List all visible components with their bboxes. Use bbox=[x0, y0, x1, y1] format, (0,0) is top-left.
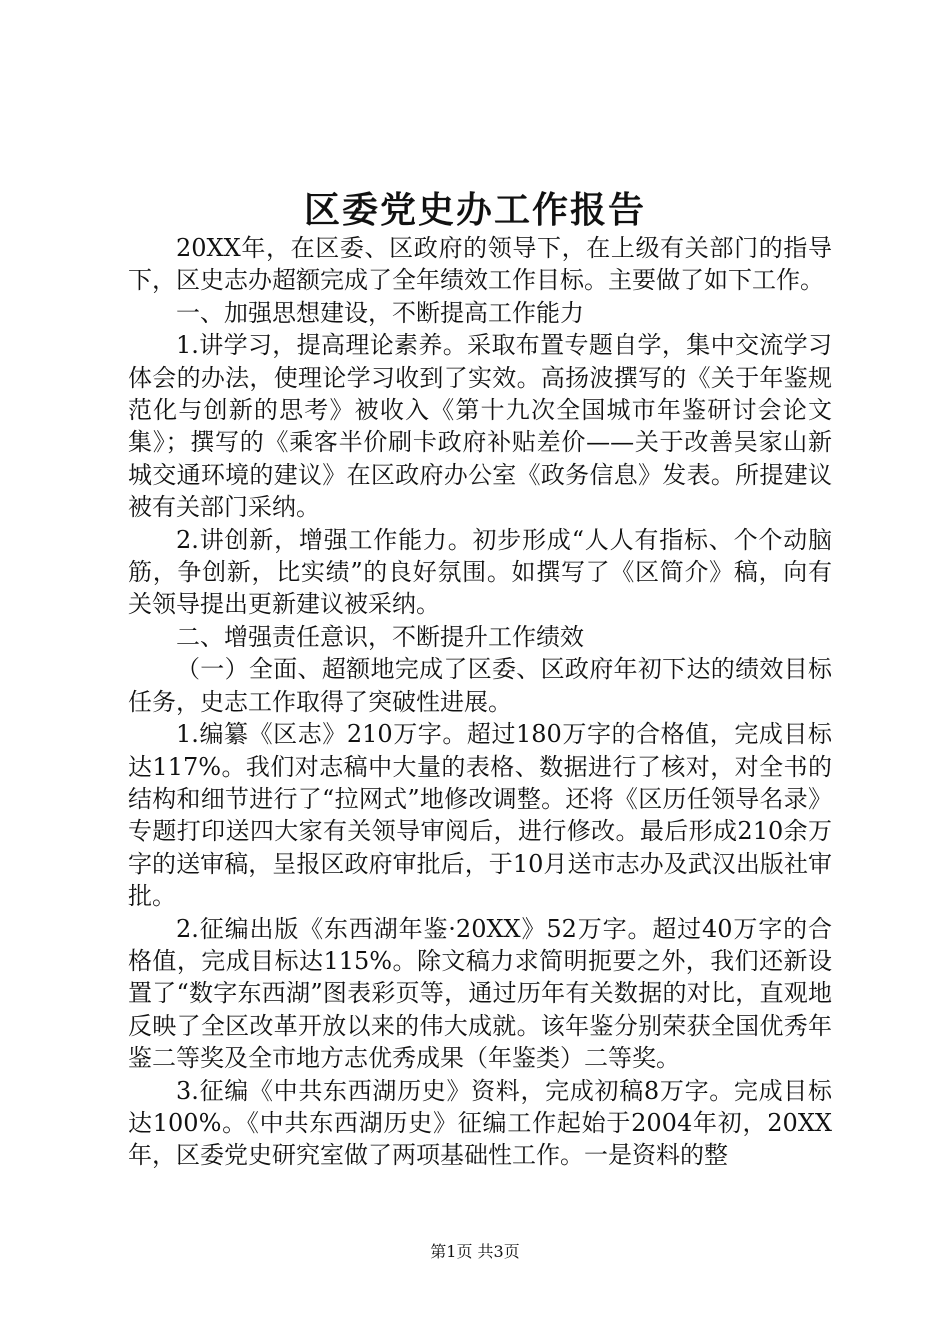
paragraph-item-2-3: 3.征编《中共东西湖历史》资料，完成初稿8万字。完成目标达100%。《中共东西湖历史》征编工作起始于2004年初，20XX年，区委党史研究室做了两项基础性工作。一是资料的整 bbox=[128, 1076, 832, 1170]
paragraph-item-2-1: 1.编纂《区志》210万字。超过180万字的合格值，完成目标达117%。我们对志稿中大量的表格、数据进行了核对，对全书的结构和细节进行了“拉网式”地修改调整。还将《区历任领导名录》专题打印送四大家有关领导审阅后，进行修改。最后形成210余万字的送审稿，呈报区政府审批后，于10月送市志办及武汉出版社审批。 bbox=[128, 720, 832, 911]
paragraph-item-1-1: 1.讲学习，提高理论素养。采取布置专题自学，集中交流学习体会的办法，使理论学习收到了实效。高扬波撰写的《关于年鉴规范化与创新的思考》被收入《第十九次全国城市年鉴研讨会论文集》；撰写的《乘客半价刷卡政府补贴差价——关于改善吴家山新城交通环境的建议》在区政府办公室《政务信息》发表。所提建议被有关部门采纳。 bbox=[128, 331, 832, 522]
document-title: 区委党史办工作报告 bbox=[303, 189, 646, 231]
paragraph-intro: 20XX年，在区委、区政府的领导下，在上级有关部门的指导下，区史志办超额完成了全年绩效工作目标。主要做了如下工作。 bbox=[128, 234, 832, 295]
section-heading-2: 二、增强责任意识，不断提升工作绩效 bbox=[176, 622, 584, 651]
paragraph-item-2-2: 2.征编出版《东西湖年鉴·20XX》52万字。超过40万字的合格值，完成目标达115%。除文稿力求简明扼要之外，我们还新设置了“数字东西湖”图表彩页等，通过历年有关数据的对比，直观地反映了全区改革开放以来的伟大成就。该年鉴分别荣获全国优秀年鉴二等奖及全市地方志优秀成果（年鉴类）二等奖。 bbox=[128, 914, 832, 1073]
section-heading-1: 一、加强思想建设，不断提高工作能力 bbox=[176, 298, 584, 327]
subsection-heading-2-1: （一）全面、超额地完成了区委、区政府年初下达的绩效目标任务，史志工作取得了突破性进展。 bbox=[128, 655, 832, 716]
page-footer: 第1页 共3页 bbox=[430, 1242, 520, 1261]
paragraph-item-1-2: 2.讲创新，增强工作能力。初步形成“人人有指标、个个动脑筋，争创新，比实绩”的良好氛围。如撰写了《区简介》稿，向有关领导提出更新建议被采纳。 bbox=[128, 525, 832, 619]
document-body bbox=[128, 232, 832, 1172]
